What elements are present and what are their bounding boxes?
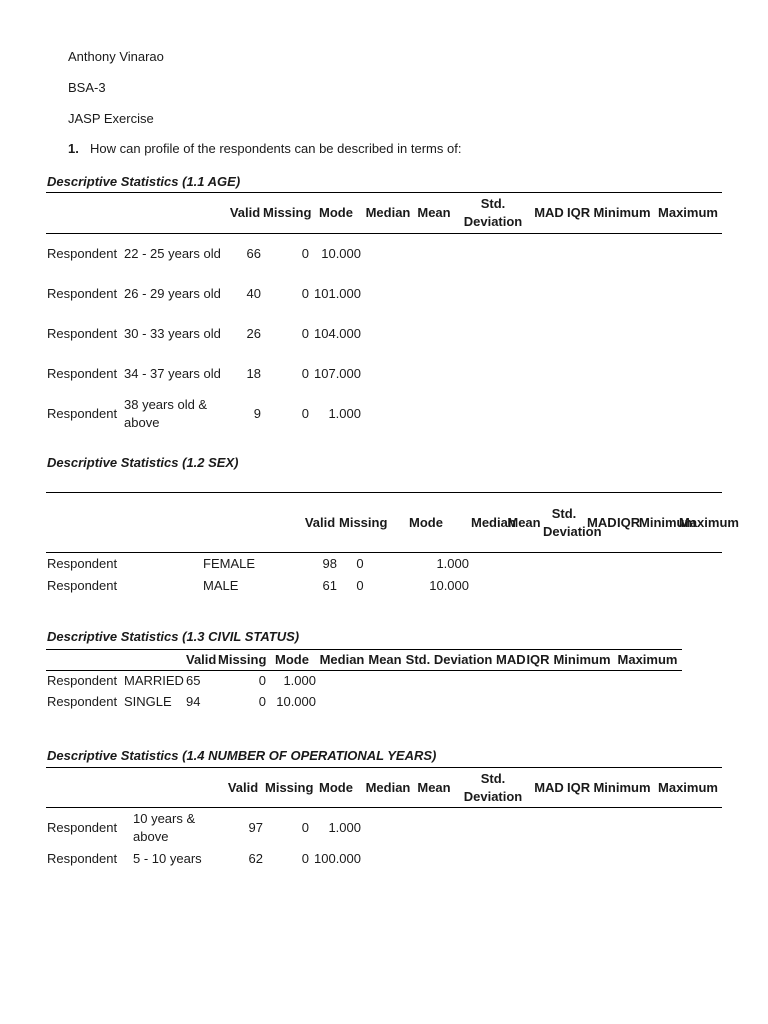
col-maximum: Maximum: [654, 193, 722, 234]
row-label: Respondent: [47, 555, 118, 571]
col-valid: Valid: [185, 650, 217, 671]
row-category: 5 - 10 years: [133, 850, 202, 866]
table-row: [46, 314, 722, 354]
table-sex-header: [46, 493, 722, 553]
section-label: BSA-3: [68, 80, 106, 95]
table-operational-years-header: [46, 768, 722, 808]
table-row: [46, 692, 682, 713]
row-label: Respondent: [47, 405, 118, 421]
row-label: Respondent: [47, 850, 118, 866]
table-row: [46, 671, 682, 692]
cell-missing: 0: [356, 577, 364, 593]
question: [68, 141, 461, 156]
cell-mode: 101.000: [314, 285, 361, 301]
table-operational-years-title: Descriptive Statistics (1.4 NUMBER OF OPERATIONAL YEARS): [47, 748, 437, 763]
cell-valid: 97: [248, 819, 263, 835]
cell-valid: 65: [186, 673, 201, 689]
table-row: [46, 234, 722, 274]
col-missing: Missing: [217, 650, 267, 671]
table-operational-years: [46, 767, 722, 870]
row-category: 10 years & above: [133, 810, 196, 844]
question-number: 1.: [68, 141, 79, 156]
table-civil-status-header: [46, 650, 682, 671]
table-civil-status: [46, 649, 682, 713]
col-minimum: Minimum: [590, 768, 654, 808]
cell-missing: 0: [301, 285, 309, 301]
row-label: Respondent: [47, 694, 118, 709]
table-row: [46, 575, 722, 597]
row-category: MARRIED: [124, 673, 184, 689]
col-missing: Missing: [338, 493, 382, 553]
col-median: Median: [362, 193, 414, 234]
table-age-title: Descriptive Statistics (1.1 AGE): [47, 174, 241, 189]
col-valid: Valid: [222, 768, 264, 808]
col-minimum: Minimum: [590, 193, 654, 234]
col-maximum: Maximum: [678, 493, 722, 553]
cell-valid: 62: [248, 850, 263, 866]
col-std-deviation: Std. Deviation: [542, 493, 586, 553]
col-valid: Valid: [228, 193, 262, 234]
row-category: 22 - 25 years old: [124, 245, 221, 261]
row-category: 34 - 37 years old: [124, 365, 221, 381]
col-mode: Mode: [382, 493, 470, 553]
cell-mode: 10.000: [429, 577, 469, 593]
cell-mode: 1.000: [283, 673, 316, 689]
table-age: [46, 192, 722, 434]
cell-missing: 0: [356, 555, 364, 571]
question-text: How can profile of the respondents can be described in terms of:: [90, 141, 462, 156]
col-mean: Mean: [414, 193, 454, 234]
col-std-deviation: Std. Deviation: [403, 650, 495, 671]
col-iqr: IQR: [525, 650, 551, 671]
row-category: FEMALE: [203, 555, 256, 571]
table-row: [46, 394, 722, 434]
cell-missing: 0: [258, 694, 266, 709]
table-row: [46, 553, 722, 575]
col-iqr: IQR: [566, 193, 590, 234]
col-maximum: Maximum: [613, 650, 682, 671]
table-row: [46, 274, 722, 314]
col-mean: Mean: [414, 768, 454, 808]
cell-missing: 0: [301, 365, 309, 381]
table-civil-status-title: Descriptive Statistics (1.3 CIVIL STATUS): [47, 629, 300, 644]
col-mode: Mode: [310, 193, 362, 234]
row-category: SINGLE: [124, 694, 172, 709]
cell-missing: 0: [258, 673, 266, 689]
row-category: 26 - 29 years old: [124, 285, 221, 301]
col-missing: Missing: [264, 768, 310, 808]
cell-mode: 1.000: [328, 405, 361, 421]
table-sex: [46, 492, 739, 597]
cell-missing: 0: [301, 819, 309, 835]
row-label: Respondent: [47, 819, 118, 835]
table-row: [46, 354, 722, 394]
cell-valid: 26: [246, 325, 261, 341]
cell-mode: 1.000: [328, 819, 361, 835]
row-label: Respondent: [47, 325, 118, 341]
table-row: [46, 848, 722, 870]
row-label: Respondent: [47, 577, 118, 593]
cell-missing: 0: [301, 850, 309, 866]
col-mean: Mean: [367, 650, 403, 671]
cell-valid: 94: [186, 694, 201, 709]
col-iqr: IQR: [566, 768, 590, 808]
col-mad: MAD: [495, 650, 525, 671]
author-name: Anthony Vinarao: [68, 49, 164, 64]
cell-valid: 9: [253, 405, 261, 421]
cell-missing: 0: [301, 325, 309, 341]
table-sex-title: Descriptive Statistics (1.2 SEX): [47, 455, 239, 470]
col-mean: Mean: [506, 493, 542, 553]
col-median: Median: [317, 650, 367, 671]
exercise-label: JASP Exercise: [68, 111, 154, 126]
col-iqr: IQR: [616, 493, 638, 553]
cell-valid: 61: [322, 577, 337, 593]
col-maximum: Maximum: [654, 768, 722, 808]
row-category: 30 - 33 years old: [124, 325, 221, 341]
cell-missing: 0: [301, 405, 309, 421]
table-age-header: [46, 193, 722, 234]
row-category: MALE: [203, 577, 239, 593]
col-mode: Mode: [267, 650, 317, 671]
col-valid: Valid: [302, 493, 338, 553]
col-std-deviation: Std. Deviation: [454, 193, 532, 234]
col-median: Median: [362, 768, 414, 808]
cell-valid: 40: [246, 285, 261, 301]
col-minimum: Minimum: [551, 650, 613, 671]
col-std-deviation: Std. Deviation: [454, 768, 532, 808]
cell-mode: 1.000: [436, 555, 469, 571]
cell-valid: 98: [322, 555, 337, 571]
cell-mode: 107.000: [314, 365, 361, 381]
row-label: Respondent: [47, 285, 118, 301]
table-row: [46, 808, 722, 848]
row-label: Respondent: [47, 365, 118, 381]
cell-mode: 104.000: [314, 325, 361, 341]
cell-valid: 18: [246, 365, 261, 381]
col-mad: MAD: [532, 193, 566, 234]
cell-valid: 66: [246, 245, 261, 261]
col-missing: Missing: [262, 193, 310, 234]
col-minimum: Minimum: [638, 493, 678, 553]
row-category: 38 years old & above: [124, 396, 208, 430]
col-median: Median: [470, 493, 506, 553]
cell-mode: 10.000: [321, 245, 361, 261]
cell-missing: 0: [301, 245, 309, 261]
row-label: Respondent: [47, 673, 118, 689]
col-mad: MAD: [586, 493, 616, 553]
col-mad: MAD: [532, 768, 566, 808]
cell-mode: 10.000: [276, 694, 316, 709]
col-mode: Mode: [310, 768, 362, 808]
row-label: Respondent: [47, 245, 118, 261]
cell-mode: 100.000: [314, 850, 361, 866]
